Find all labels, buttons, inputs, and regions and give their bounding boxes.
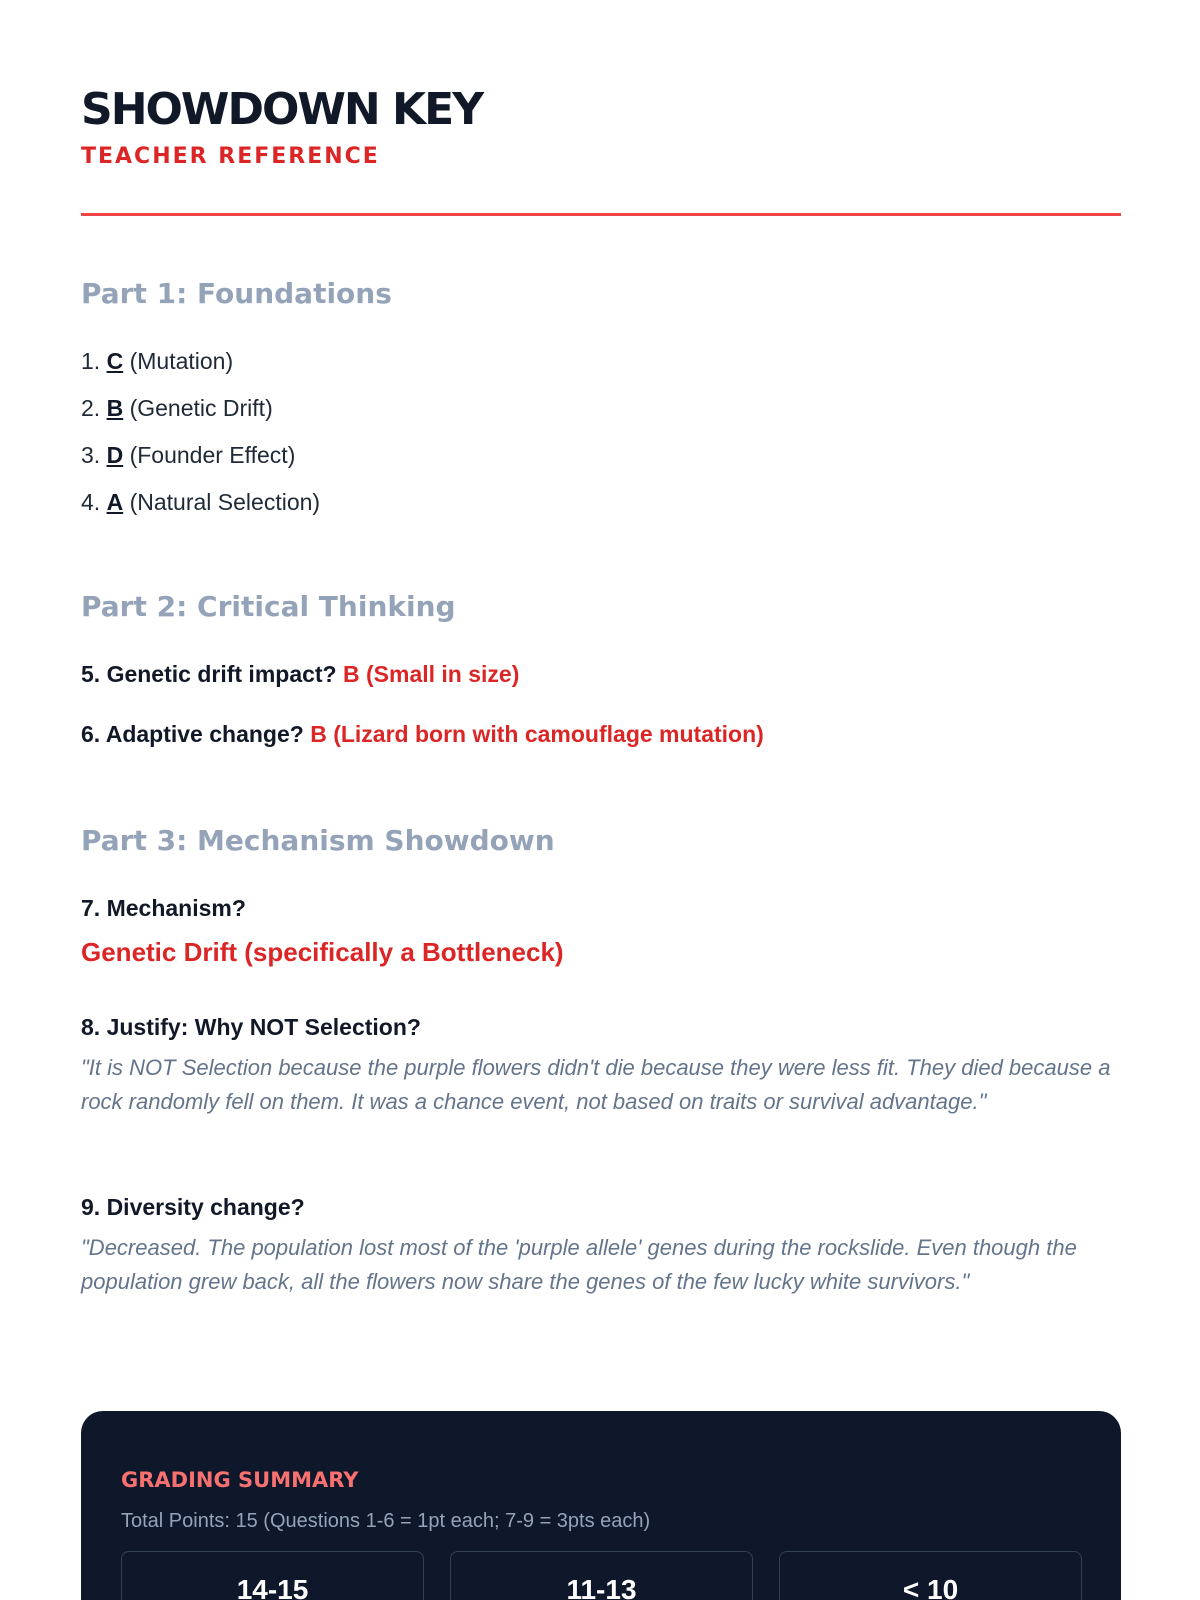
part1-item-4 [81, 487, 320, 517]
question-7: 7. Mechanism? [81, 895, 246, 921]
answer-8: "It is NOT Selection because the purple flowers didn't die because they were less fit. They died because a rock randomly fell on them. It was a chance event, not based on traits or survival advantage." [81, 1055, 1111, 1114]
page-title: SHOWDOWN KEY [81, 84, 483, 135]
part1-title: Part 1: Foundations [81, 277, 392, 310]
part2-title: Part 2: Critical Thinking [81, 590, 456, 623]
grade-tier-2 [450, 1551, 753, 1600]
answer-letter: D [106, 442, 124, 468]
part1-item-3 [81, 440, 295, 470]
answer-letter: C [106, 348, 124, 374]
page-subtitle: TEACHER REFERENCE [81, 144, 380, 169]
answer-label: (Mutation) [129, 348, 234, 374]
answer-label: (Natural Selection) [129, 489, 321, 515]
answer-letter: B [106, 395, 124, 421]
question-text: 6. Adaptive change? [81, 721, 304, 747]
part3-title: Part 3: Mechanism Showdown [81, 824, 555, 857]
grade-tier-1 [121, 1551, 424, 1600]
item-number: 2. [81, 395, 101, 421]
grade-range: 14-15 [236, 1574, 309, 1600]
answer-7: Genetic Drift (specifically a Bottleneck) [81, 937, 564, 967]
answer-9: "Decreased. The population lost most of the 'purple allele' genes during the rockslide. Even though the population grew back, all the flowers now share the genes of the few lucky white survivors." [81, 1235, 1077, 1294]
header-divider [81, 213, 1121, 216]
item-number: 4. [81, 489, 101, 515]
question-9: 9. Diversity change? [81, 1194, 305, 1220]
part1-item-2 [81, 393, 273, 423]
grade-range: 11-13 [566, 1574, 637, 1600]
grading-summary-card [81, 1411, 1121, 1600]
part2-question-5 [81, 659, 519, 689]
answer-label: (Genetic Drift) [129, 395, 273, 421]
answer-text: B (Small in size) [343, 661, 520, 687]
part1-item-1 [81, 346, 233, 376]
part2-question-6 [81, 719, 764, 749]
question-text: 5. Genetic drift impact? [81, 661, 337, 687]
grade-tier-3 [779, 1551, 1082, 1600]
grading-total-points: Total Points: 15 (Questions 1-6 = 1pt each; 7-9 = 3pts each) [121, 1510, 651, 1532]
answer-text: B (Lizard born with camouflage mutation) [310, 721, 764, 747]
answer-letter: A [106, 489, 124, 515]
answer-label: (Founder Effect) [129, 442, 296, 468]
question-8: 8. Justify: Why NOT Selection? [81, 1014, 421, 1040]
item-number: 3. [81, 442, 101, 468]
item-number: 1. [81, 348, 101, 374]
grade-range: < 10 [902, 1574, 959, 1600]
grading-title: GRADING SUMMARY [121, 1468, 359, 1492]
